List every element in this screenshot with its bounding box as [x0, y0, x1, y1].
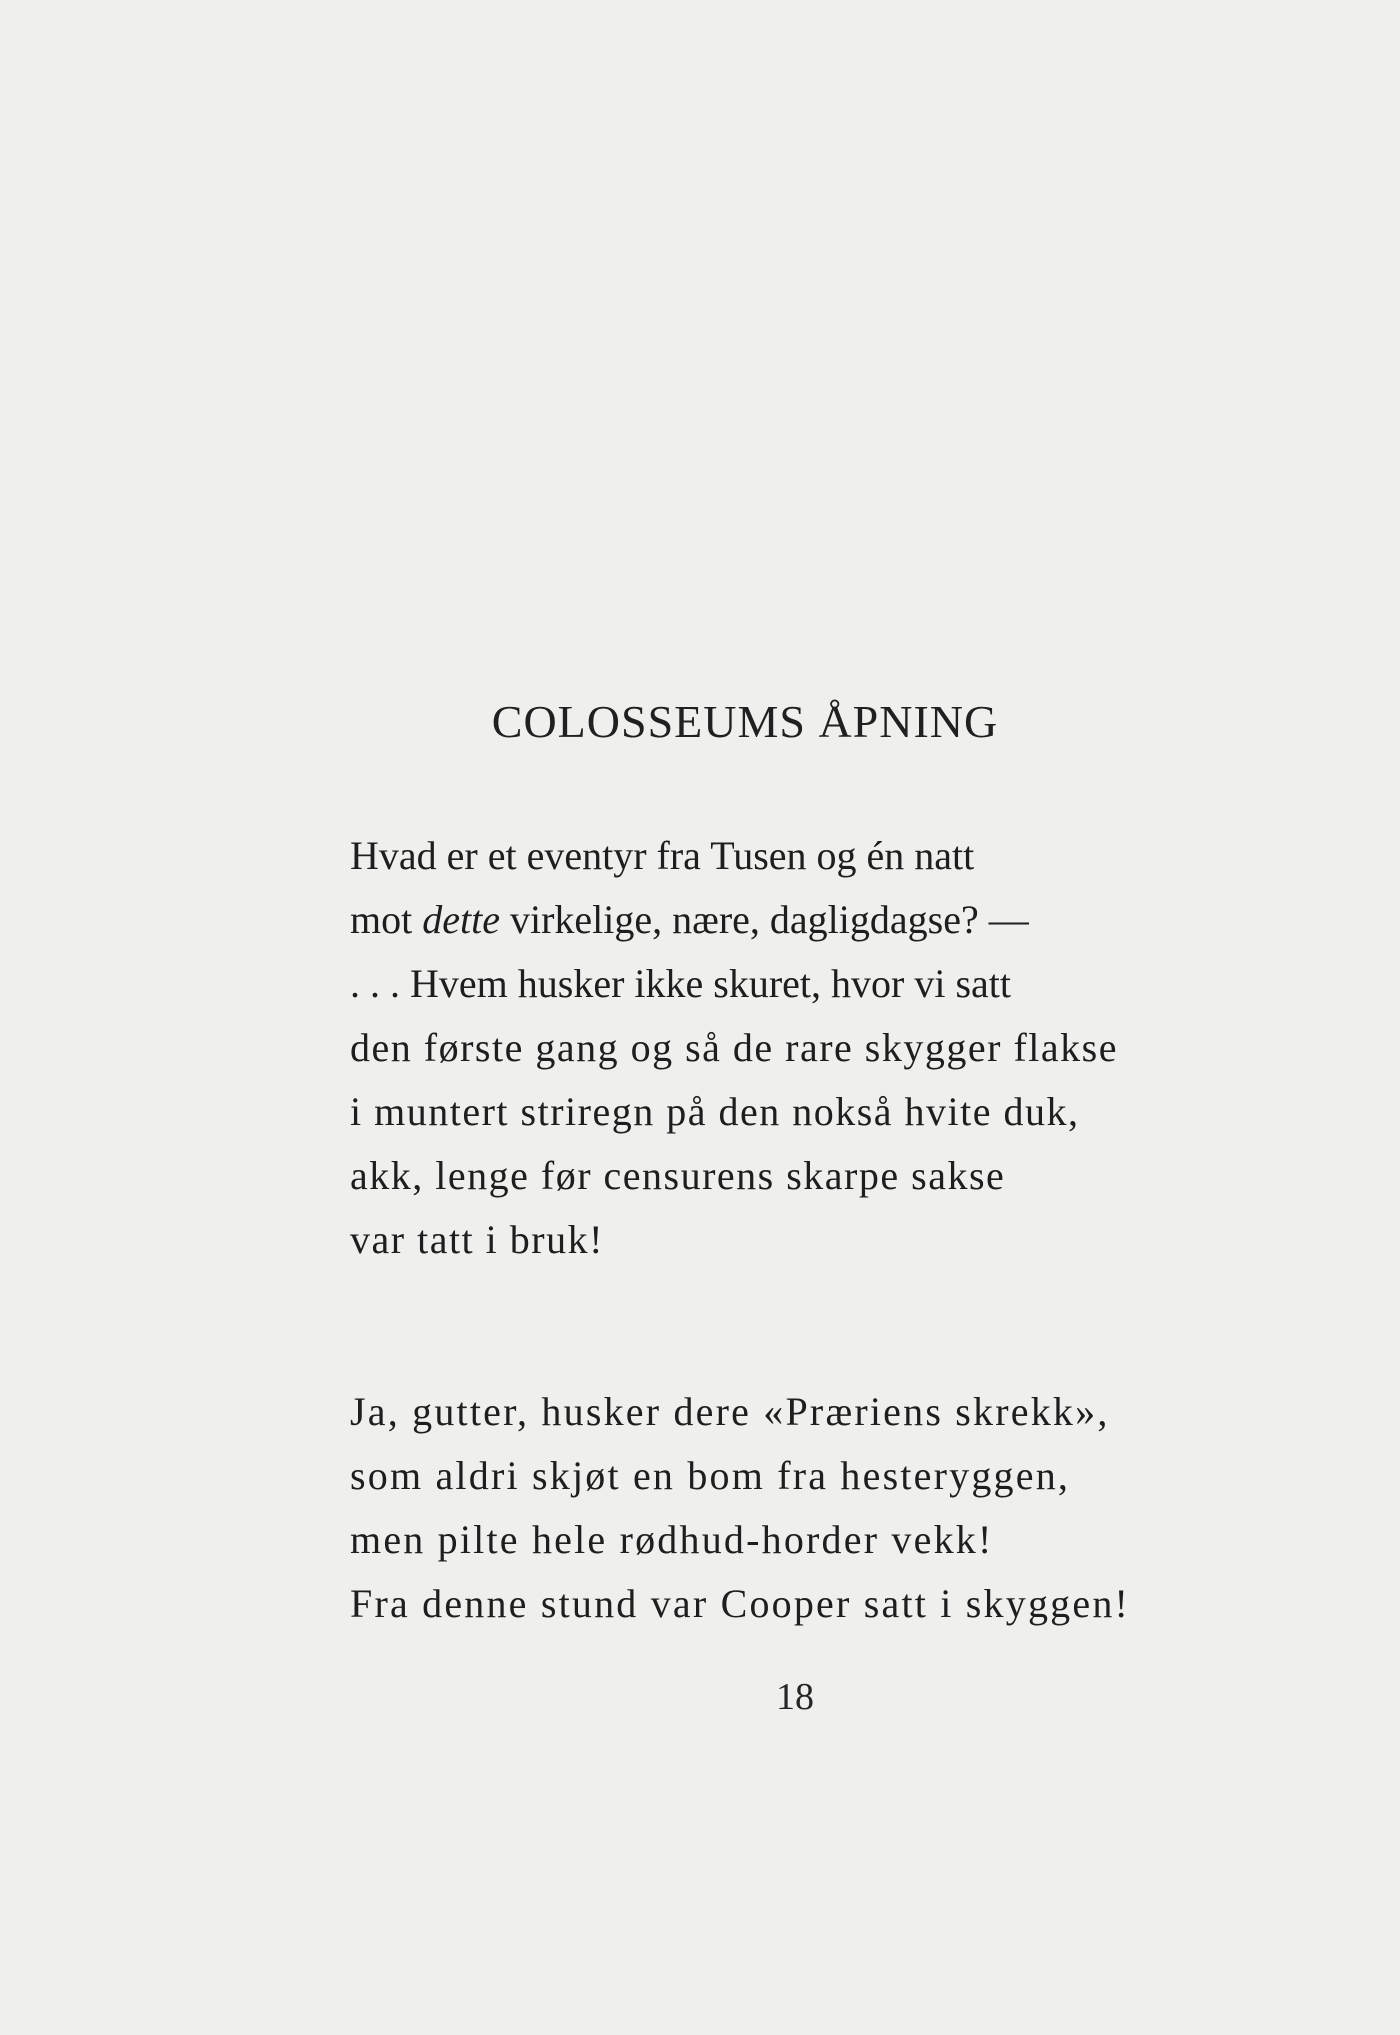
- verse-line: akk, lenge før censurens skarpe sakse: [350, 1153, 1006, 1198]
- verse-line: var tatt i bruk!: [350, 1217, 604, 1262]
- emphasized-word: dette: [422, 897, 500, 942]
- verse-line: som aldri skjøt en bom fra hesteryggen,: [350, 1453, 1071, 1498]
- verse-line: men pilte hele rødhud-horder vekk!: [350, 1517, 994, 1562]
- verse-line: den første gang og så de rare skygger flakse: [350, 1025, 1118, 1070]
- verse-text: virkelige, nære, dagligdagse? —: [499, 897, 1029, 942]
- verse-line: [350, 888, 1350, 952]
- verse-line: Fra denne stund var Cooper satt i skyggen!: [350, 1581, 1131, 1626]
- poem-title: COLOSSEUMS ÅPNING: [491, 696, 999, 747]
- verse-line: Ja, gutter, husker dere «Præriens skrekk»,: [350, 1389, 1110, 1434]
- page-number: 18: [776, 1676, 814, 1718]
- stanza-1: [350, 824, 1350, 1272]
- verse-line: . . . Hvem husker ikke skuret, hvor vi satt: [350, 961, 1011, 1006]
- verse-text: mot: [350, 897, 423, 942]
- stanza-2: [350, 1380, 1350, 1636]
- verse-line: i muntert striregn på den nokså hvite duk,: [350, 1089, 1080, 1134]
- verse-line: Hvad er et eventyr fra Tusen og én natt: [350, 833, 975, 878]
